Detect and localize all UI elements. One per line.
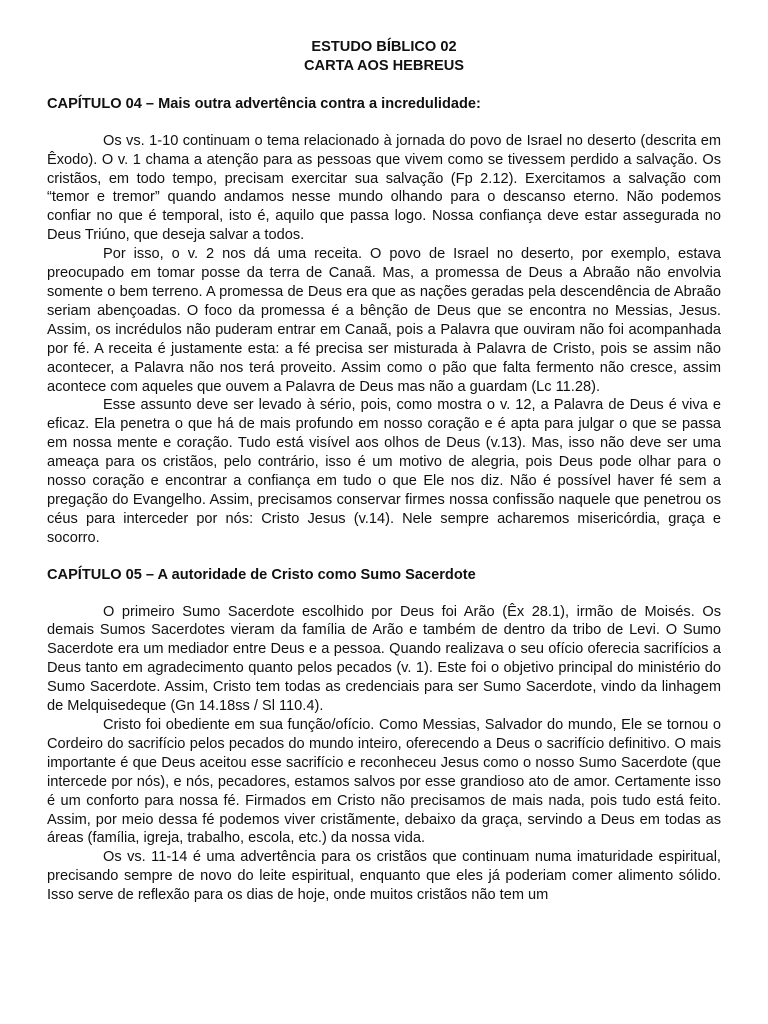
chapter-04-heading: CAPÍTULO 04 – Mais outra advertência contra a incredulidade: xyxy=(47,95,481,112)
document-page xyxy=(47,38,721,905)
paragraph: Esse assunto deve ser levado à sério, pois, como mostra o v. 12, a Palavra de Deus é viva e eficaz. Ela penetra o que há de mais profundo em nosso coração e é apta para julgar o que se passa em nossa mente e coração. Tudo está visível aos olhos de Deus (v.13). Mas, isso não deve ser uma ameaça para os cristãos, pelo contrário, isso é um motivo de alegria, pois Deus pode olhar para o nosso coração e encontrar a confiança em tudo o que Ele nos diz. Não é possível haver fé sem a pregação do Evangelho. Assim, precisamos conservar firmes nossa confissão naquele que penetrou os céus para interceder por nós: Cristo Jesus (v.14). Nele sempre acharemos misericórdia, graça e socorro. xyxy=(47,397,721,546)
document-title xyxy=(47,38,721,76)
chapter-05-heading: CAPÍTULO 05 – A autoridade de Cristo como Sumo Sacerdote xyxy=(47,566,476,583)
paragraph: Os vs. 11-14 é uma advertência para os cristãos que continuam numa imaturidade espiritual, precisando sempre de novo do leite espiritual, enquanto que eles já poderiam comer alimento sólido. Isso serve de reflexão para os dias de hoje, onde muitos cristãos não tem um xyxy=(47,849,721,904)
paragraph: Por isso, o v. 2 nos dá uma receita. O povo de Israel no deserto, por exemplo, estava preocupado em tomar posse da terra de Canaã. Mas, a promessa de Deus a Abraão não envolvia somente o bem terreno. A promessa de Deus era que as nações geradas pela descendência de Abraão seriam abençoadas. O foco da promessa é a bênção de Deus que se encontra no Messias, Jesus. Assim, os incrédulos não puderam entrar em Canaã, pois a Palavra que ouviram não foi acompanhada por fé. A receita é justamente esta: a fé precisa ser misturada à Palavra de Cristo, pois se assim não acontecer, a Palavra não nos terá proveito. Assim como o pão que falta fermento não cresce, assim acontece com aqueles que ouvem a Palavra de Deus mas não a guardam (Lc 11.28). xyxy=(47,246,721,395)
paragraph: O primeiro Sumo Sacerdote escolhido por Deus foi Arão (Êx 28.1), irmão de Moisés. Os demais Sumos Sacerdotes vieram da família de Arão e também de dentro da tribo de Levi. O Sumo Sacerdote era um mediador entre Deus e a pessoa. Quando realizava o seu ofício oferecia sacrifícios a Deus tanto em agradecimento quanto pelos pecados (v. 1). Este foi o objetivo principal do ministério do Sumo Sacerdote. Assim, Cristo tem todas as credenciais para ser Sumo Sacerdote, vindo da linhagem de Melquisedeque (Gn 14.18ss / Sl 110.4). xyxy=(47,603,721,715)
paragraph: Os vs. 1-10 continuam o tema relacionado à jornada do povo de Israel no deserto (descrita em Êxodo). O v. 1 chama a atenção para as pessoas que vivem como se tivessem perdido a salvação. Os cristãos, em todo tempo, precisam exercitar sua salvação (Fp 2.12). Exercitamos a salvação com “temor e tremor” quando andamos nesse mundo olhando para o descanso eterno. Não podemos confiar no que é temporal, isto é, aquilo que passa logo. Nossa confiança deve estar assegurada no Deus Triúno, que deseja salvar a todos. xyxy=(47,132,721,244)
paragraph: Cristo foi obediente em sua função/ofício. Como Messias, Salvador do mundo, Ele se tornou o Cordeiro do sacrifício pelos pecados do mundo inteiro, oferecendo a Deus o sacrifício definitivo. O mais importante é que Deus aceitou esse sacrifício e reconheceu Jesus como o nosso Sumo Sacerdote (que intercede por nós), e nós, pecadores, estamos salvos por esse grandioso ato de amor. Certamente isso é um conforto para nossa fé. Firmados em Cristo não precisamos de mais nada, pois tudo está feito. Assim, por meio dessa fé podemos viver cristãmente, debaixo da graça, servindo a Deus em todas as áreas (família, igreja, trabalho, escola, etc.) da nossa vida. xyxy=(47,717,721,847)
title-line-letter: CARTA AOS HEBREUS xyxy=(304,57,464,74)
chapter-04-body xyxy=(47,132,721,548)
chapter-05-body xyxy=(47,603,721,906)
title-line-study: ESTUDO BÍBLICO 02 xyxy=(311,39,457,55)
